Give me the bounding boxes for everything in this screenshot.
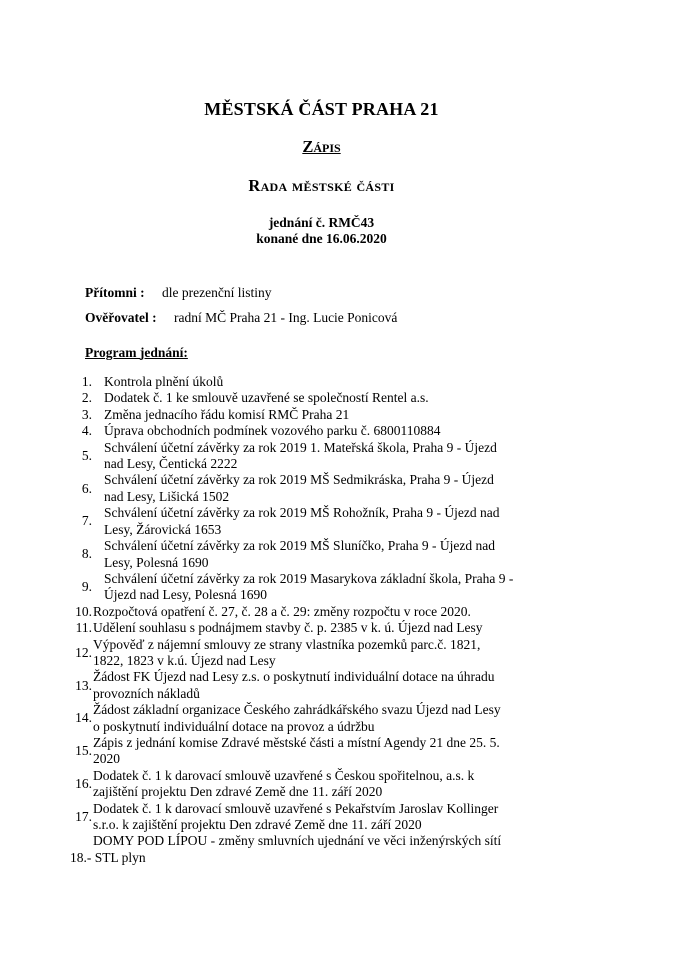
agenda-item-text [93, 702, 501, 735]
agenda-item [70, 620, 558, 636]
agenda-item-line: Udělení souhlasu s podnájmem stavby č. p. 2385 v k. ú. Újezd nad Lesy [93, 620, 483, 636]
agenda-item-number: 18. [70, 849, 87, 865]
present-row [85, 285, 558, 301]
agenda-item-line: DOMY POD LÍPOU - změny smluvních ujednání ve věci inženýrských sítí [93, 833, 502, 849]
agenda-item-line: 2020 [93, 751, 120, 767]
agenda-item-numline [70, 850, 558, 866]
session-number: jednání č. RMČ43 [268, 215, 375, 230]
agenda-item-line: Výpověď z nájemní smlouvy ze strany vlastníka pozemků parc.č. 1821, [93, 636, 481, 652]
agenda-item-text [93, 735, 500, 768]
agenda-item-number: 16. [75, 775, 92, 791]
agenda-item [70, 768, 558, 801]
agenda-item-line: Újezd nad Lesy, Polesná 1690 [104, 587, 267, 603]
agenda-item [70, 423, 558, 439]
verifier-label: Ověřovatel : [85, 310, 157, 326]
agenda-item-line: o poskytnutí individuální dotace na provoz a údržbu [93, 718, 375, 734]
agenda-item-number: 17. [75, 808, 92, 824]
agenda-item-number: 4. [81, 423, 92, 439]
agenda-item-line: Schválení účetní závěrky za rok 2019 Masarykova základní škola, Praha 9 - [104, 570, 514, 586]
agenda-item-text [104, 505, 500, 538]
present-value: dle prezenční listiny [162, 284, 272, 300]
agenda-item-line: Dodatek č. 1 k darovací smlouvě uzavřené s Českou spořitelnou, a.s. k [93, 767, 475, 783]
agenda-heading-row [85, 345, 558, 361]
agenda-item [70, 801, 558, 834]
agenda-item-text [104, 407, 349, 423]
agenda-item-line: provozních nákladů [93, 685, 200, 701]
agenda-item-number: 3. [81, 406, 92, 422]
agenda-item-text [93, 669, 495, 702]
agenda-item-line: - STL plyn [86, 849, 146, 865]
agenda-item [70, 735, 558, 768]
agenda-item-line: zajištění projektu Den zdravé Země dne 11. září 2020 [93, 784, 383, 800]
agenda-item-number: 13. [75, 677, 92, 693]
verifier-row [85, 310, 558, 326]
agenda-item-line: Kontrola plnění úkolů [104, 374, 224, 390]
agenda-item-line: Schválení účetní závěrky za rok 2019 MŠ Sedmikráska, Praha 9 - Újezd [104, 472, 494, 488]
agenda-item-text [93, 620, 483, 636]
agenda-item-number: 2. [81, 390, 92, 406]
agenda-item [70, 505, 558, 538]
agenda-item-number: 8. [81, 546, 92, 562]
agenda-item-number: 15. [75, 743, 92, 759]
agenda-item-number: 10. [75, 603, 92, 619]
agenda-item [70, 637, 558, 670]
agenda-item-line: Lesy, Žárovická 1653 [104, 521, 222, 537]
agenda-heading: Program jednání: [85, 344, 188, 360]
agenda-item [70, 833, 558, 866]
agenda-item-number: 6. [81, 480, 92, 496]
agenda-item-text [104, 571, 513, 604]
verifier-value: radní MČ Praha 21 - Ing. Lucie Ponicová [173, 310, 398, 326]
agenda-item [70, 390, 558, 406]
page-title: MĚSTSKÁ ČÁST PRAHA 21 [204, 99, 439, 119]
agenda-item-line: Schválení účetní závěrky za rok 2019 1. Mateřská škola, Praha 9 - Újezd [104, 439, 497, 455]
agenda-item [70, 571, 558, 604]
agenda-item-text [104, 472, 494, 505]
agenda-item-line: Dodatek č. 1 k darovací smlouvě uzavřené s Pekařstvím Jaroslav Kollinger [93, 800, 499, 816]
agenda-item-line: nad Lesy, Lišická 1502 [104, 488, 230, 504]
agenda-item-number: 11. [75, 620, 92, 636]
agenda-list [70, 374, 558, 866]
council-heading: Rada městské části [248, 176, 395, 195]
agenda-item-text [104, 390, 429, 406]
agenda-item-number: 7. [81, 513, 92, 529]
agenda-item [70, 702, 558, 735]
agenda-item-line: s.r.o. k zajištění projektu Den zdravé Země dne 11. září 2020 [93, 817, 422, 832]
agenda-item-line: Lesy, Polesná 1690 [104, 554, 209, 570]
agenda-item-number: 9. [81, 579, 92, 595]
agenda-item [70, 374, 558, 390]
agenda-item [70, 472, 558, 505]
agenda-item [70, 604, 558, 620]
agenda-item-number: 5. [81, 447, 92, 463]
agenda-item-line: Zápis z jednání komise Zdravé městské části a místní Agendy 21 dne 25. 5. [93, 734, 500, 750]
agenda-item-line: Rozpočtová opatření č. 27, č. 28 a č. 29: změny rozpočtu v roce 2020. [93, 603, 471, 619]
agenda-item-number: 14. [75, 710, 92, 726]
agenda-item-text [93, 637, 480, 670]
agenda-item-text [93, 801, 498, 834]
agenda-item-line: Schválení účetní závěrky za rok 2019 MŠ Sluníčko, Praha 9 - Újezd nad [104, 538, 496, 554]
agenda-item-text [93, 768, 474, 801]
agenda-item-text [104, 440, 497, 473]
agenda-item-line: Žádost FK Újezd nad Lesy z.s. o poskytnutí individuální dotace na úhradu [93, 669, 495, 685]
agenda-item-line: Dodatek č. 1 ke smlouvě uzavřené se společností Rentel a.s. [104, 390, 429, 406]
agenda-item-text [104, 374, 223, 390]
agenda-item-text [93, 604, 471, 620]
agenda-item-line: Úprava obchodních podmínek vozového parku č. 6800110884 [104, 423, 441, 439]
agenda-item [70, 407, 558, 423]
agenda-item-number: 1. [81, 374, 92, 390]
doc-type-heading-row [85, 137, 558, 157]
agenda-item-line: Žádost základní organizace Českého zahrádkářského svazu Újezd nad Lesy [93, 702, 501, 718]
agenda-item-text [104, 423, 441, 439]
agenda-item-line: nad Lesy, Čentická 2222 [104, 456, 238, 472]
present-label: Přítomni : [85, 284, 145, 300]
agenda-item [70, 669, 558, 702]
agenda-item [70, 440, 558, 473]
agenda-item [70, 538, 558, 571]
doc-type-heading: Zápis [302, 137, 341, 156]
session-date: konané dne 16.06.2020 [256, 231, 387, 247]
agenda-item-line: Změna jednacího řádu komisí RMČ Praha 21 [104, 406, 350, 422]
agenda-item-line: Schválení účetní závěrky za rok 2019 MŠ Rohožník, Praha 9 - Újezd nad [104, 505, 500, 521]
agenda-item-number: 12. [75, 644, 92, 660]
agenda-item-line: 1822, 1823 v k.ú. Újezd nad Lesy [93, 652, 276, 668]
agenda-item-text [104, 538, 495, 571]
